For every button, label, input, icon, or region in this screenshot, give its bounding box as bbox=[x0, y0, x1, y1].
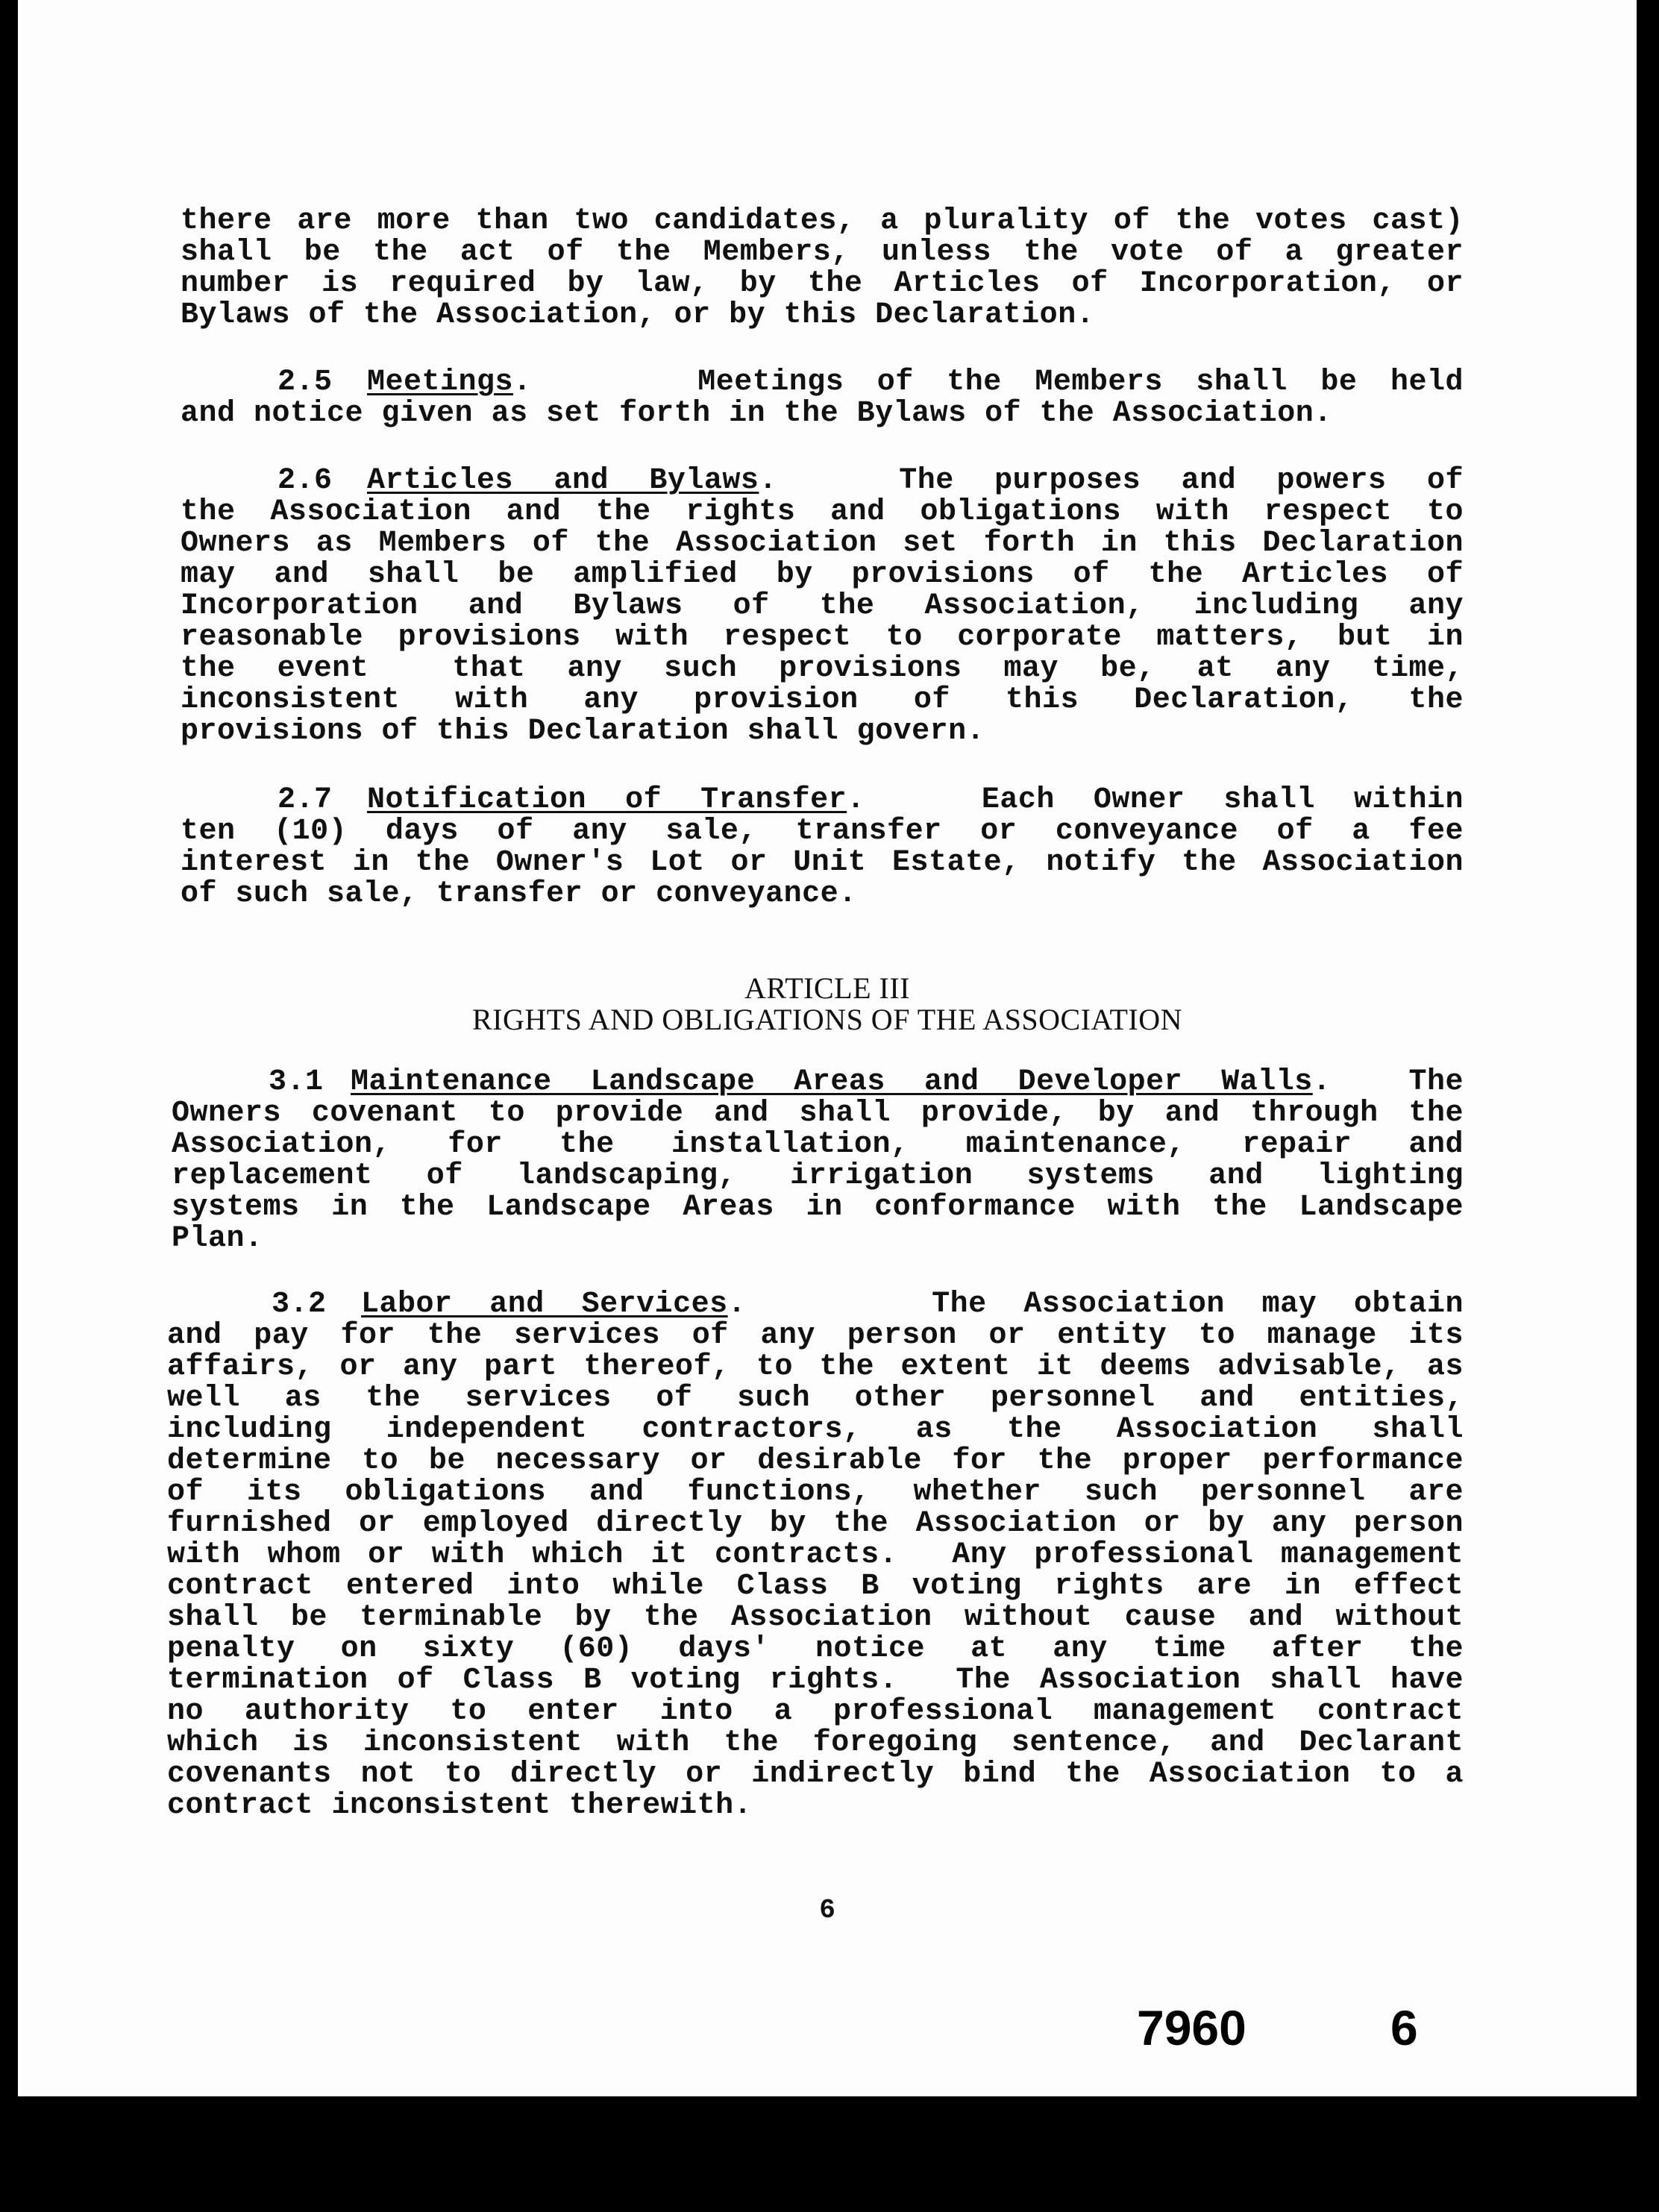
text-line: and notice given as set forth in the Bylaws of the Association. bbox=[181, 397, 1332, 430]
document-stamp-code: 7960 bbox=[1137, 2000, 1246, 2055]
text-line: termination of Class B voting rights. The Association shall have bbox=[167, 1664, 1464, 1697]
text-line: contract entered into while Class B voting rights are in effect bbox=[167, 1570, 1464, 1603]
text-line: Owners covenant to provide and shall provide, by and through the bbox=[172, 1097, 1464, 1130]
document-page bbox=[18, 0, 1637, 2096]
section-number: 2.7 bbox=[277, 783, 333, 817]
section-text: The purposes and powers of bbox=[899, 464, 1464, 498]
section-2-7 bbox=[181, 785, 1464, 910]
text-line: of such sale, transfer or conveyance. bbox=[181, 877, 857, 911]
text-line: determine to be necessary or desirable for the proper performance bbox=[167, 1444, 1464, 1478]
section-text: The bbox=[1408, 1065, 1464, 1099]
text-line: number is required by law, by the Articles of Incorporation, or bbox=[181, 267, 1464, 301]
text-line: and pay for the services of any person or entity to manage its bbox=[167, 1319, 1464, 1353]
section-number: 3.1 bbox=[269, 1065, 324, 1099]
text-line: the Association and the rights and obligations with respect to bbox=[181, 495, 1464, 529]
section-number: 2.5 bbox=[277, 366, 333, 399]
text-line: Incorporation and Bylaws of the Association, including any bbox=[181, 589, 1464, 623]
section-text: Each Owner shall within bbox=[981, 783, 1464, 817]
text-line: Bylaws of the Association, or by this Declaration. bbox=[181, 298, 1095, 332]
text-line: furnished or employed directly by the Association or by any person bbox=[167, 1507, 1464, 1541]
page-number: 6 bbox=[819, 1895, 835, 1926]
text-line: with whom or with which it contracts. Any professional management bbox=[167, 1538, 1464, 1572]
section-title: Articles and Bylaws bbox=[367, 464, 759, 498]
text-line: penalty on sixty (60) days' notice at any time after the bbox=[167, 1632, 1464, 1666]
section-heading-line: 2.5 Meetings. Meetings of the Members shall be held bbox=[277, 366, 1464, 399]
text-line: shall be terminable by the Association without cause and without bbox=[167, 1601, 1464, 1635]
section-title: Labor and Services bbox=[361, 1288, 728, 1321]
section-heading-line: 3.2 Labor and Services. The Association may obtain bbox=[272, 1288, 1464, 1321]
article-subtitle: RIGHTS AND OBLIGATIONS OF THE ASSOCIATION bbox=[471, 1003, 1183, 1036]
text-line: reasonable provisions with respect to corporate matters, but in bbox=[181, 621, 1464, 654]
text-line: interest in the Owner's Lot or Unit Estate, notify the Association bbox=[181, 846, 1464, 880]
article-title: ARTICLE III bbox=[744, 971, 910, 1005]
text-line: affairs, or any part thereof, to the extent it deems advisable, as bbox=[167, 1350, 1464, 1384]
section-2-6 bbox=[181, 466, 1464, 748]
intro-paragraph bbox=[181, 206, 1464, 331]
article-heading bbox=[18, 973, 1637, 1035]
text-line: systems in the Landscape Areas in conformance with the Landscape bbox=[172, 1191, 1464, 1224]
section-number: 3.2 bbox=[272, 1288, 327, 1321]
section-title: Meetings bbox=[367, 366, 514, 399]
text-line: well as the services of such other personnel and entities, bbox=[167, 1382, 1464, 1415]
text-line: there are more than two candidates, a plurality of the votes cast) bbox=[181, 204, 1464, 238]
text-line: which is inconsistent with the foregoing sentence, and Declarant bbox=[167, 1726, 1464, 1760]
section-number: 2.6 bbox=[277, 464, 333, 498]
text-line: covenants not to directly or indirectly bind the Association to a bbox=[167, 1758, 1464, 1791]
text-line: Plan. bbox=[172, 1222, 263, 1256]
text-line: including independent contractors, as the Association shall bbox=[167, 1413, 1464, 1447]
text-line: shall be the act of the Members, unless the vote of a greater bbox=[181, 236, 1464, 269]
section-heading-line: 2.7 Notification of Transfer. Each Owner shall within bbox=[277, 783, 1464, 817]
text-line: replacement of landscaping, irrigation systems and lighting bbox=[172, 1159, 1464, 1193]
section-text: The Association may obtain bbox=[932, 1288, 1464, 1321]
text-line: may and shall be amplified by provisions of the Articles of bbox=[181, 558, 1464, 592]
section-title: Maintenance Landscape Areas and Developer Walls bbox=[351, 1065, 1313, 1099]
text-line: no authority to enter into a professional management contract bbox=[167, 1695, 1464, 1729]
text-line: Association, for the installation, maintenance, repair and bbox=[172, 1128, 1464, 1162]
text-line: inconsistent with any provision of this Declaration, the bbox=[181, 683, 1464, 717]
text-line: provisions of this Declaration shall govern. bbox=[181, 715, 985, 748]
section-3-2 bbox=[167, 1289, 1464, 1822]
section-text: Meetings of the Members shall be held bbox=[697, 366, 1464, 399]
text-line: ten (10) days of any sale, transfer or conveyance of a fee bbox=[181, 815, 1464, 848]
text-line: the event that any such provisions may be, at any time, bbox=[181, 652, 1464, 686]
section-2-5 bbox=[181, 367, 1464, 430]
section-heading-line: 2.6 Articles and Bylaws. The purposes and powers of bbox=[277, 464, 1464, 498]
document-stamp-page: 6 bbox=[1390, 2000, 1418, 2055]
text-line: of its obligations and functions, whether such personnel are bbox=[167, 1476, 1464, 1509]
section-heading-line: 3.1 Maintenance Landscape Areas and Developer Walls. The bbox=[269, 1065, 1464, 1099]
section-title: Notification of Transfer bbox=[367, 783, 847, 817]
text-line: Owners as Members of the Association set forth in this Declaration bbox=[181, 527, 1464, 560]
text-line: contract inconsistent therewith. bbox=[167, 1789, 753, 1823]
section-3-1 bbox=[172, 1067, 1464, 1255]
